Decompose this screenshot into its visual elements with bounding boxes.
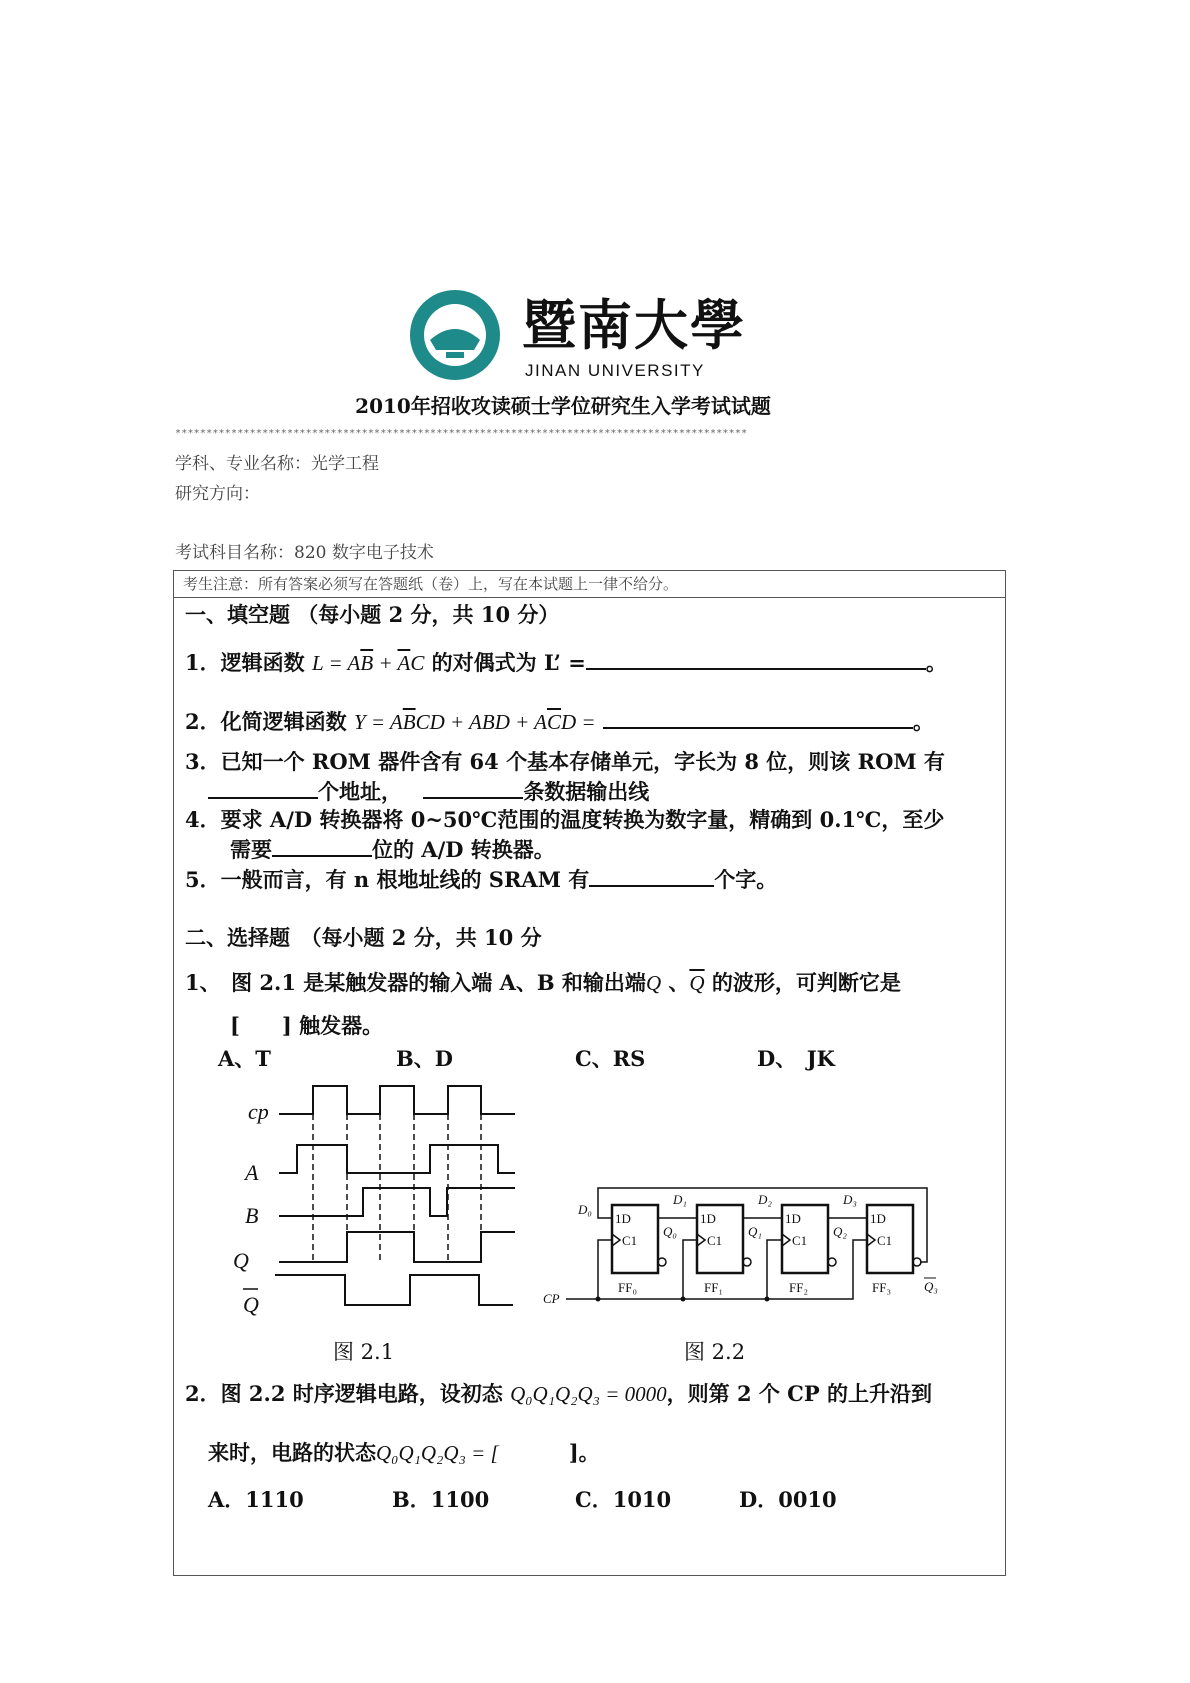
star-divider: ******************************************************************************************** (175, 428, 748, 439)
svg-text:C1: C1 (792, 1233, 808, 1248)
discipline-label: 学科、专业名称：光学工程 (175, 454, 379, 474)
svg-text:Q₂: Q₂ (833, 1224, 847, 1239)
question-1-2: 2．化简逻辑函数 $Y = A\overline{B}CD$ + ABD + $A\overline{C}D$ = 。 (185, 709, 934, 734)
svg-text:C1: C1 (877, 1233, 893, 1248)
question-1-3-line1: 3．已知一个 ROM 器件含有 64 个基本存储单元，字长为 8 位，则该 ROM 有 (185, 749, 945, 774)
university-seal-logo (408, 288, 502, 382)
qbar-label: Q (243, 1292, 259, 1317)
section1-heading: 一、填空题 （每小题 2 分，共 10 分） (185, 602, 560, 627)
question-1-1: 1．逻辑函数 $L = A\overline{B} + \overline{A}C$ 的对偶式为 L’ = 。 (185, 650, 947, 675)
option-b: B、D (396, 1046, 453, 1071)
svg-text:FF₁: FF₁ (704, 1280, 723, 1295)
exam-title: 2010年招收攻读硕士学位研究生入学考试试题 (355, 394, 771, 418)
answer-blank (603, 709, 913, 729)
option-2-c: C．1010 (575, 1487, 672, 1512)
question-2-2-line1: 2．图 2.2 时序逻辑电路，设初态 Q₀Q₁Q₂Q₃ = 0000，则第 2 个 CP 的上升沿到 (185, 1381, 933, 1406)
b-label: B (245, 1203, 259, 1228)
svg-text:FF₃: FF₃ (872, 1280, 891, 1295)
svg-text:Q₀: Q₀ (663, 1224, 677, 1239)
question-2-2-line2: 来时，电路的状态Q₀Q₁Q₂Q₃ = [ ]。 (208, 1440, 600, 1465)
option-2-a: A．1110 (208, 1487, 304, 1512)
svg-text:1D: 1D (870, 1211, 886, 1226)
direction-label: 研究方向： (175, 484, 260, 504)
logo-chinese-name: 暨南大學 (522, 293, 746, 357)
question-1-3-line2: 个地址， 条数据输出线 (208, 779, 649, 804)
svg-text:FF₀: FF₀ (618, 1280, 637, 1295)
option-d: D、 JK (757, 1046, 835, 1071)
svg-text:1D: 1D (700, 1211, 716, 1226)
svg-text:D₃: D₃ (843, 1192, 857, 1207)
option-a: A、T (218, 1046, 271, 1071)
question-1-4-line2: 需要 位的 A/D 转换器。 (230, 837, 555, 862)
svg-text:Q₁: Q₁ (748, 1224, 762, 1239)
svg-text:FF₂: FF₂ (789, 1280, 808, 1295)
section2-heading: 二、选择题 （每小题 2 分，共 10 分 (185, 925, 542, 950)
answer-blank (586, 650, 926, 670)
figure-2-1-caption: 图 2.1 (333, 1340, 395, 1364)
svg-text:1D: 1D (785, 1211, 801, 1226)
svg-text:1906: 1906 (447, 359, 463, 366)
q-label: Q (233, 1248, 249, 1273)
option-c: C、RS (575, 1046, 646, 1071)
cp-label: cp (248, 1099, 269, 1124)
logo-english-name: JINAN UNIVERSITY (525, 361, 705, 380)
figure-2-2-caption: 图 2.2 (684, 1340, 746, 1364)
svg-text:D₀: D₀ (578, 1202, 592, 1217)
question-2-1-line2: [ ] 触发器。 (230, 1013, 384, 1038)
a-label: A (245, 1160, 259, 1185)
svg-text:D₁: D₁ (673, 1192, 687, 1207)
subject-label: 考试科目名称：820 数字电子技术 (175, 543, 434, 563)
svg-text:Q₃: Q₃ (924, 1279, 938, 1294)
question-1-5: 5．一般而言，有 n 根地址线的 SRAM 有 个字。 (185, 867, 778, 892)
question-2-1-line1: 1、 图 2.1 是某触发器的输入端 A、B 和输出端Q 、$\overline{Q}$ 的波形，可判断它是 (185, 970, 901, 995)
notice-divider (173, 597, 1006, 598)
option-2-b: B．1100 (392, 1487, 490, 1512)
question-1-4-line1: 4．要求 A/D 转换器将 0~50℃范围的温度转换为数字量，精确到 0.1℃，至少 (185, 807, 945, 832)
svg-text:1D: 1D (615, 1211, 631, 1226)
svg-text:CP: CP (543, 1291, 560, 1306)
svg-text:C1: C1 (622, 1233, 638, 1248)
svg-text:D₂: D₂ (758, 1192, 772, 1207)
notice-text: 考生注意：所有答案必须写在答题纸（卷）上，写在本试题上一律不给分。 (183, 575, 679, 593)
option-2-d: D．0010 (739, 1487, 837, 1512)
svg-text:C1: C1 (707, 1233, 723, 1248)
